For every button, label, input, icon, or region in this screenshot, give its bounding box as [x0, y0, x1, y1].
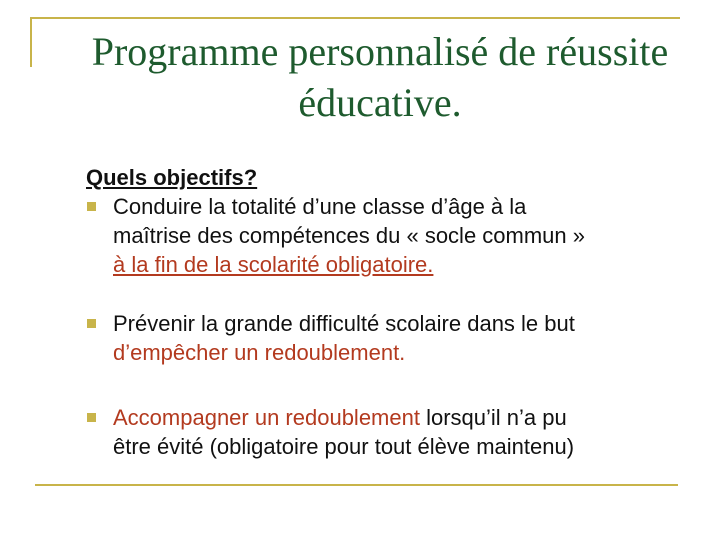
- bullet-3-emphasis: Accompagner un redoublement: [113, 405, 420, 430]
- bullet-3-line-1: [113, 403, 686, 432]
- bullet-item-1: [86, 192, 686, 279]
- square-bullet-icon: [87, 319, 96, 328]
- slide-content: [86, 163, 686, 461]
- section-heading: Quels objectifs?: [86, 165, 258, 190]
- bullet-3-line-2: être évité (obligatoire pour tout élève maintenu): [113, 434, 575, 459]
- bullet-item-2: [86, 309, 686, 367]
- bullet-1-line-2: maîtrise des compétences du « socle commun »: [113, 223, 586, 248]
- slide-title-line-1: Programme personnalisé de réussite: [91, 29, 669, 74]
- bullet-2-line-1: Prévenir la grande difficulté scolaire dans le but: [113, 311, 575, 336]
- square-bullet-icon: [87, 413, 96, 422]
- bullet-2-line-2: d’empêcher un redoublement.: [113, 340, 406, 365]
- frame-bottom-line: [35, 484, 678, 486]
- slide-title: [40, 26, 720, 128]
- frame-top-line: [30, 17, 680, 19]
- square-bullet-icon: [87, 202, 96, 211]
- bullet-1-line-3: à la fin de la scolarité obligatoire.: [113, 252, 434, 277]
- bullet-item-3: [86, 403, 686, 461]
- bullet-3-line-1-rest: lorsqu’il n’a pu: [419, 405, 567, 430]
- bullet-1-line-1: Conduire la totalité d’une classe d’âge à la: [113, 194, 527, 219]
- slide-title-line-2: éducative.: [298, 80, 462, 125]
- frame-left-line: [30, 17, 32, 67]
